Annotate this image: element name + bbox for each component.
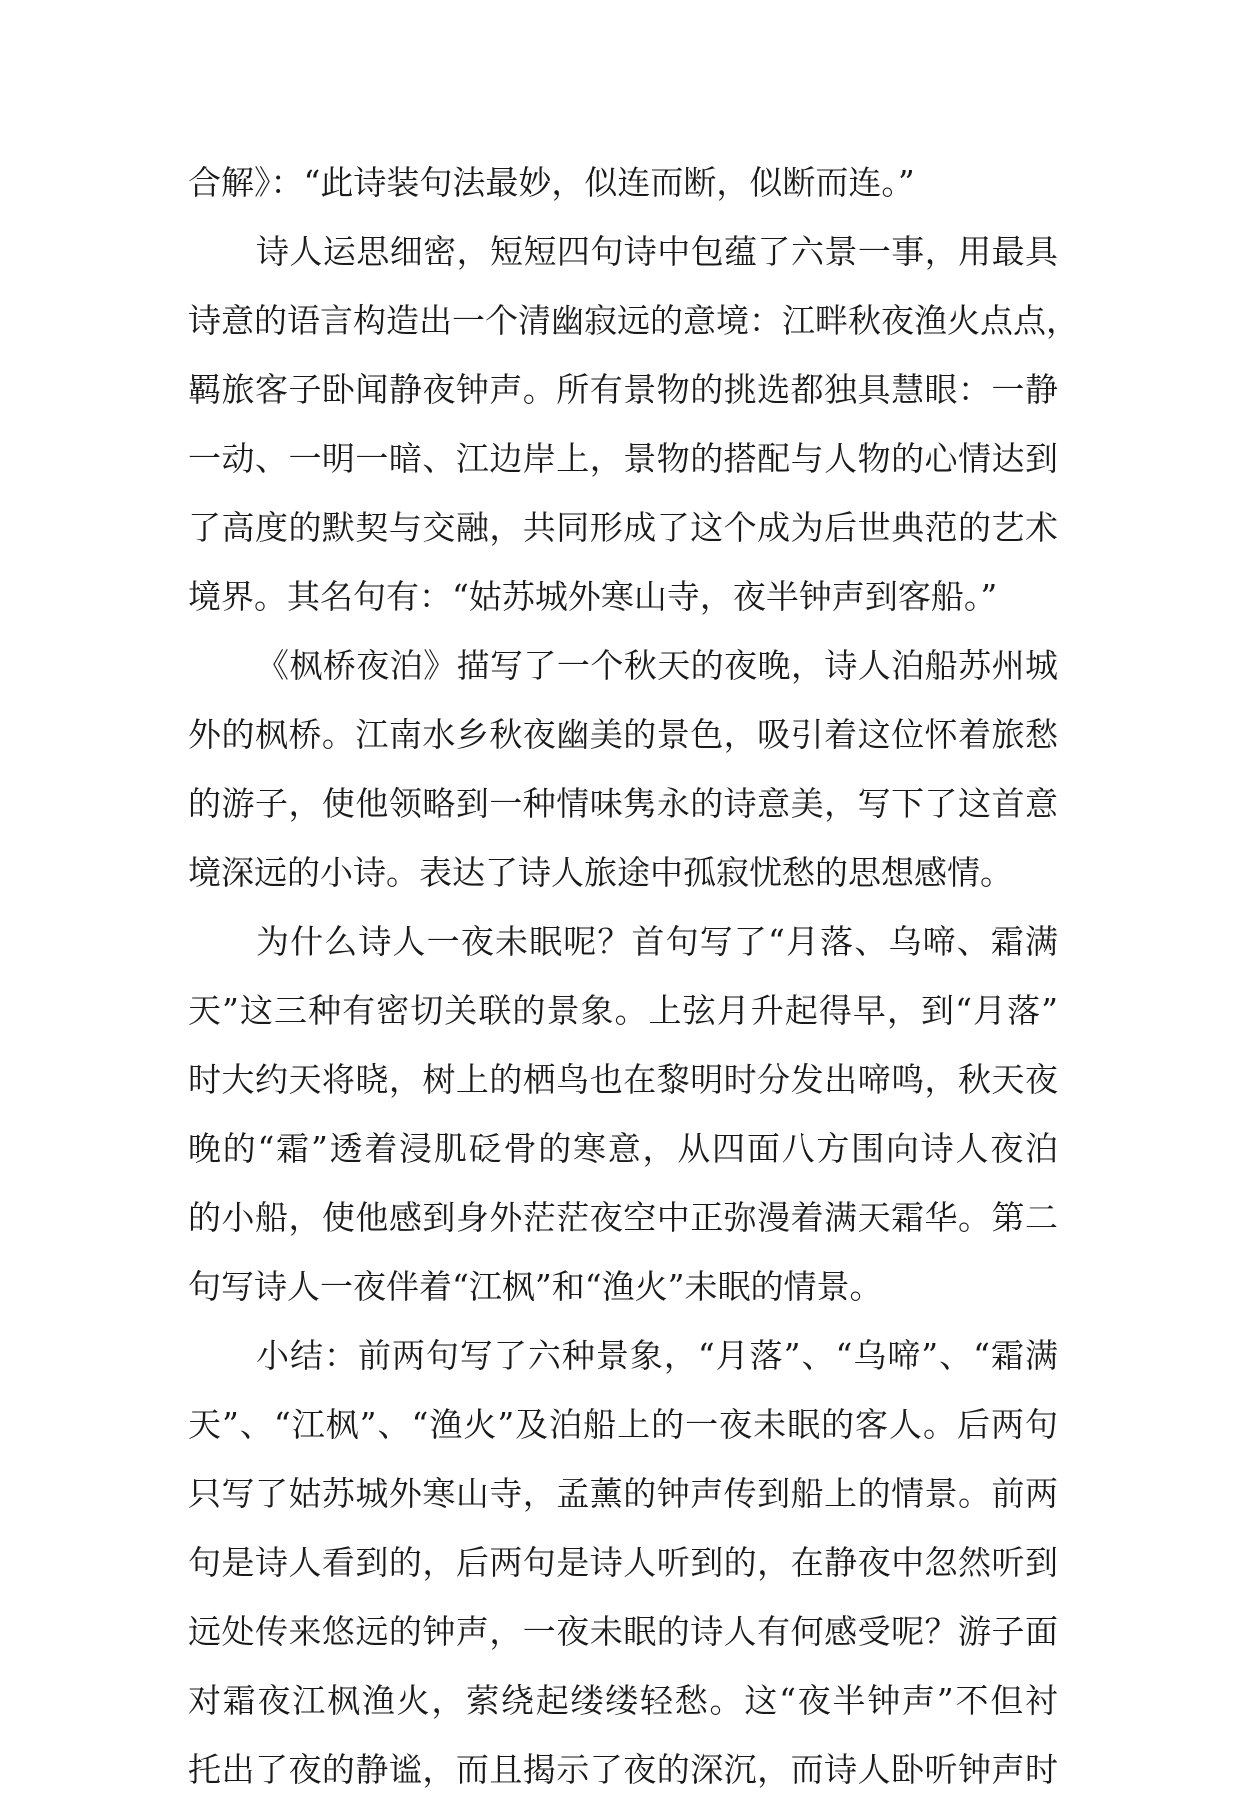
text-line: 句是诗人看到的，后两句是诗人听到的，在静夜中忽然听到	[188, 1543, 1058, 1582]
text-line: 晚的“霜”透着浸肌砭骨的寒意，从四面八方围向诗人夜泊	[188, 1129, 1058, 1168]
text-line: 了高度的默契与交融，共同形成了这个成为后世典范的艺术	[188, 508, 1058, 547]
text-line: 远处传来悠远的钟声，一夜未眠的诗人有何感受呢？游子面	[188, 1612, 1058, 1651]
text-line: 只写了姑苏城外寒山寺，孟薰的钟声传到船上的情景。前两	[188, 1474, 1058, 1513]
text-line: 羁旅客子卧闻静夜钟声。所有景物的挑选都独具慧眼：一静	[188, 370, 1058, 409]
text-line: 境界。其名句有：“姑苏城外寒山寺，夜半钟声到客船。”	[188, 577, 998, 616]
paragraph-first-line: 为什么诗人一夜未眠呢？首句写了“月落、乌啼、霜满	[256, 922, 1058, 961]
text-line: 天”、“江枫”、“渔火”及泊船上的一夜未眠的客人。后两句	[188, 1405, 1058, 1444]
paragraph-first-line: 小结：前两句写了六种景象，“月落”、“乌啼”、“霜满	[256, 1336, 1058, 1375]
text-line: 合解》：“此诗装句法最妙，似连而断，似断而连。”	[188, 163, 915, 202]
paragraph-first-line: 诗人运思细密，短短四句诗中包蕴了六景一事，用最具	[256, 232, 1058, 271]
text-line: 的游子，使他领略到一种情味隽永的诗意美，写下了这首意	[188, 784, 1058, 823]
text-line: 托出了夜的静谧，而且揭示了夜的深沉，而诗人卧听钟声时	[188, 1750, 1058, 1789]
text-line: 境深远的小诗。表达了诗人旅途中孤寂忧愁的思想感情。	[188, 853, 1013, 892]
paragraph-first-line: 《枫桥夜泊》描写了一个秋天的夜晚，诗人泊船苏州城	[256, 646, 1058, 685]
text-line: 对霜夜江枫渔火，萦绕起缕缕轻愁。这“夜半钟声”不但衬	[188, 1681, 1058, 1720]
text-line: 诗意的语言构造出一个清幽寂远的意境：江畔秋夜渔火点点，	[188, 301, 1079, 340]
text-line: 一动、一明一暗、江边岸上，景物的搭配与人物的心情达到	[188, 439, 1058, 478]
text-line: 外的枫桥。江南水乡秋夜幽美的景色，吸引着这位怀着旅愁	[188, 715, 1058, 754]
text-line: 句写诗人一夜伴着“江枫”和“渔火”未眠的情景。	[188, 1267, 883, 1306]
text-line: 的小船，使他感到身外茫茫夜空中正弥漫着满天霜华。第二	[188, 1198, 1058, 1237]
document-body	[188, 148, 1079, 1804]
text-line: 时大约天将晓，树上的栖鸟也在黎明时分发出啼鸣，秋天夜	[188, 1060, 1058, 1099]
text-line: 天”这三种有密切关联的景象。上弦月升起得早，到“月落”	[188, 991, 1058, 1030]
